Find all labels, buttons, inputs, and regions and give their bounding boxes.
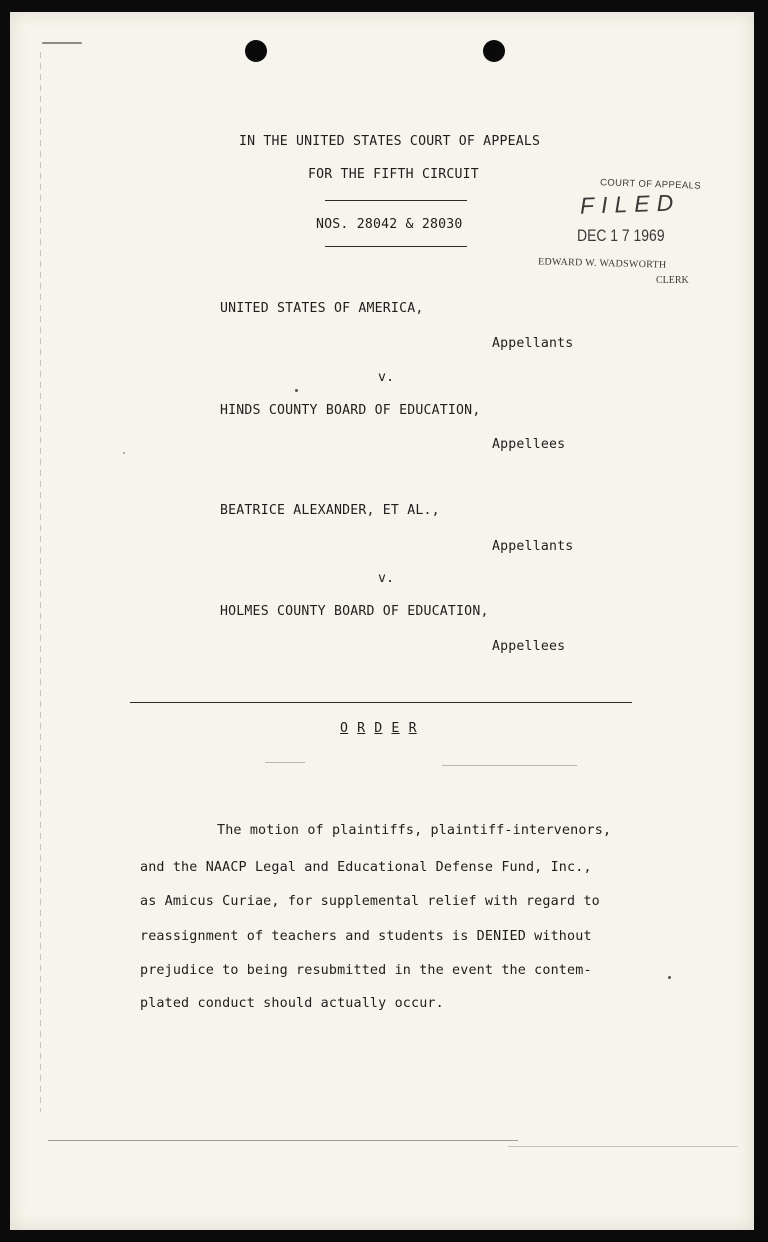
order-letter: D <box>374 721 383 736</box>
stamp-filed: FILED <box>579 189 681 219</box>
court-name-line-1: IN THE UNITED STATES COURT OF APPEALS <box>239 134 541 149</box>
document-page <box>10 12 754 1230</box>
case-numbers: NOS. 28042 & 28030 <box>316 217 463 232</box>
speck <box>295 389 298 392</box>
case-1-appellee-role: Appellees <box>492 437 566 452</box>
caption-separator-rule <box>130 702 632 703</box>
stamp-court-line: COURT OF APPEALS <box>599 177 702 192</box>
court-name-line-2: FOR THE FIFTH CIRCUIT <box>308 167 479 182</box>
header-rule-bottom <box>325 246 467 247</box>
case-2-appellant-role: Appellants <box>492 539 574 554</box>
case-2-versus: v. <box>378 571 395 586</box>
order-letter: E <box>391 721 400 736</box>
show-through-line <box>442 765 577 766</box>
bottom-show-through-line <box>48 1140 518 1141</box>
corner-mark <box>42 42 82 44</box>
order-body-line-5: prejudice to being resubmitted in the event the contem- <box>140 963 592 978</box>
order-body-line-2: and the NAACP Legal and Educational Defense Fund, Inc., <box>140 860 592 875</box>
stamp-clerk-name: EDWARD W. WADSWORTH <box>537 256 667 271</box>
stamp-date: DEC 1 7 1969 <box>577 226 665 245</box>
order-body-line-6: plated conduct should actually occur. <box>140 996 444 1011</box>
punch-hole-right <box>483 40 505 62</box>
order-letter: R <box>357 721 366 736</box>
stamp-clerk-title: CLERK <box>656 275 689 286</box>
show-through-line <box>265 762 305 763</box>
speck <box>668 976 671 979</box>
case-1-versus: v. <box>378 370 395 385</box>
order-body-line-4: reassignment of teachers and students is DENIED without <box>140 929 592 944</box>
order-body-line-1: The motion of plaintiffs, plaintiff-intervenors, <box>217 823 612 838</box>
case-1-appellant-party: UNITED STATES OF AMERICA, <box>220 301 424 316</box>
case-1-appellee-party: HINDS COUNTY BOARD OF EDUCATION, <box>220 403 481 418</box>
order-letter: O <box>340 721 349 736</box>
speck <box>123 452 125 454</box>
bottom-show-through-line <box>508 1146 738 1147</box>
case-2-appellee-role: Appellees <box>492 639 566 654</box>
case-2-appellee-party: HOLMES COUNTY BOARD OF EDUCATION, <box>220 604 489 619</box>
margin-fold-line <box>40 52 41 1112</box>
order-heading <box>340 721 426 736</box>
order-body-line-3: as Amicus Curiae, for supplemental relief with regard to <box>140 894 600 909</box>
order-letter: R <box>408 721 417 736</box>
punch-hole-left <box>245 40 267 62</box>
header-rule-top <box>325 200 467 201</box>
filed-stamp <box>530 177 730 297</box>
case-2-appellant-party: BEATRICE ALEXANDER, ET AL., <box>220 503 440 518</box>
case-1-appellant-role: Appellants <box>492 336 574 351</box>
